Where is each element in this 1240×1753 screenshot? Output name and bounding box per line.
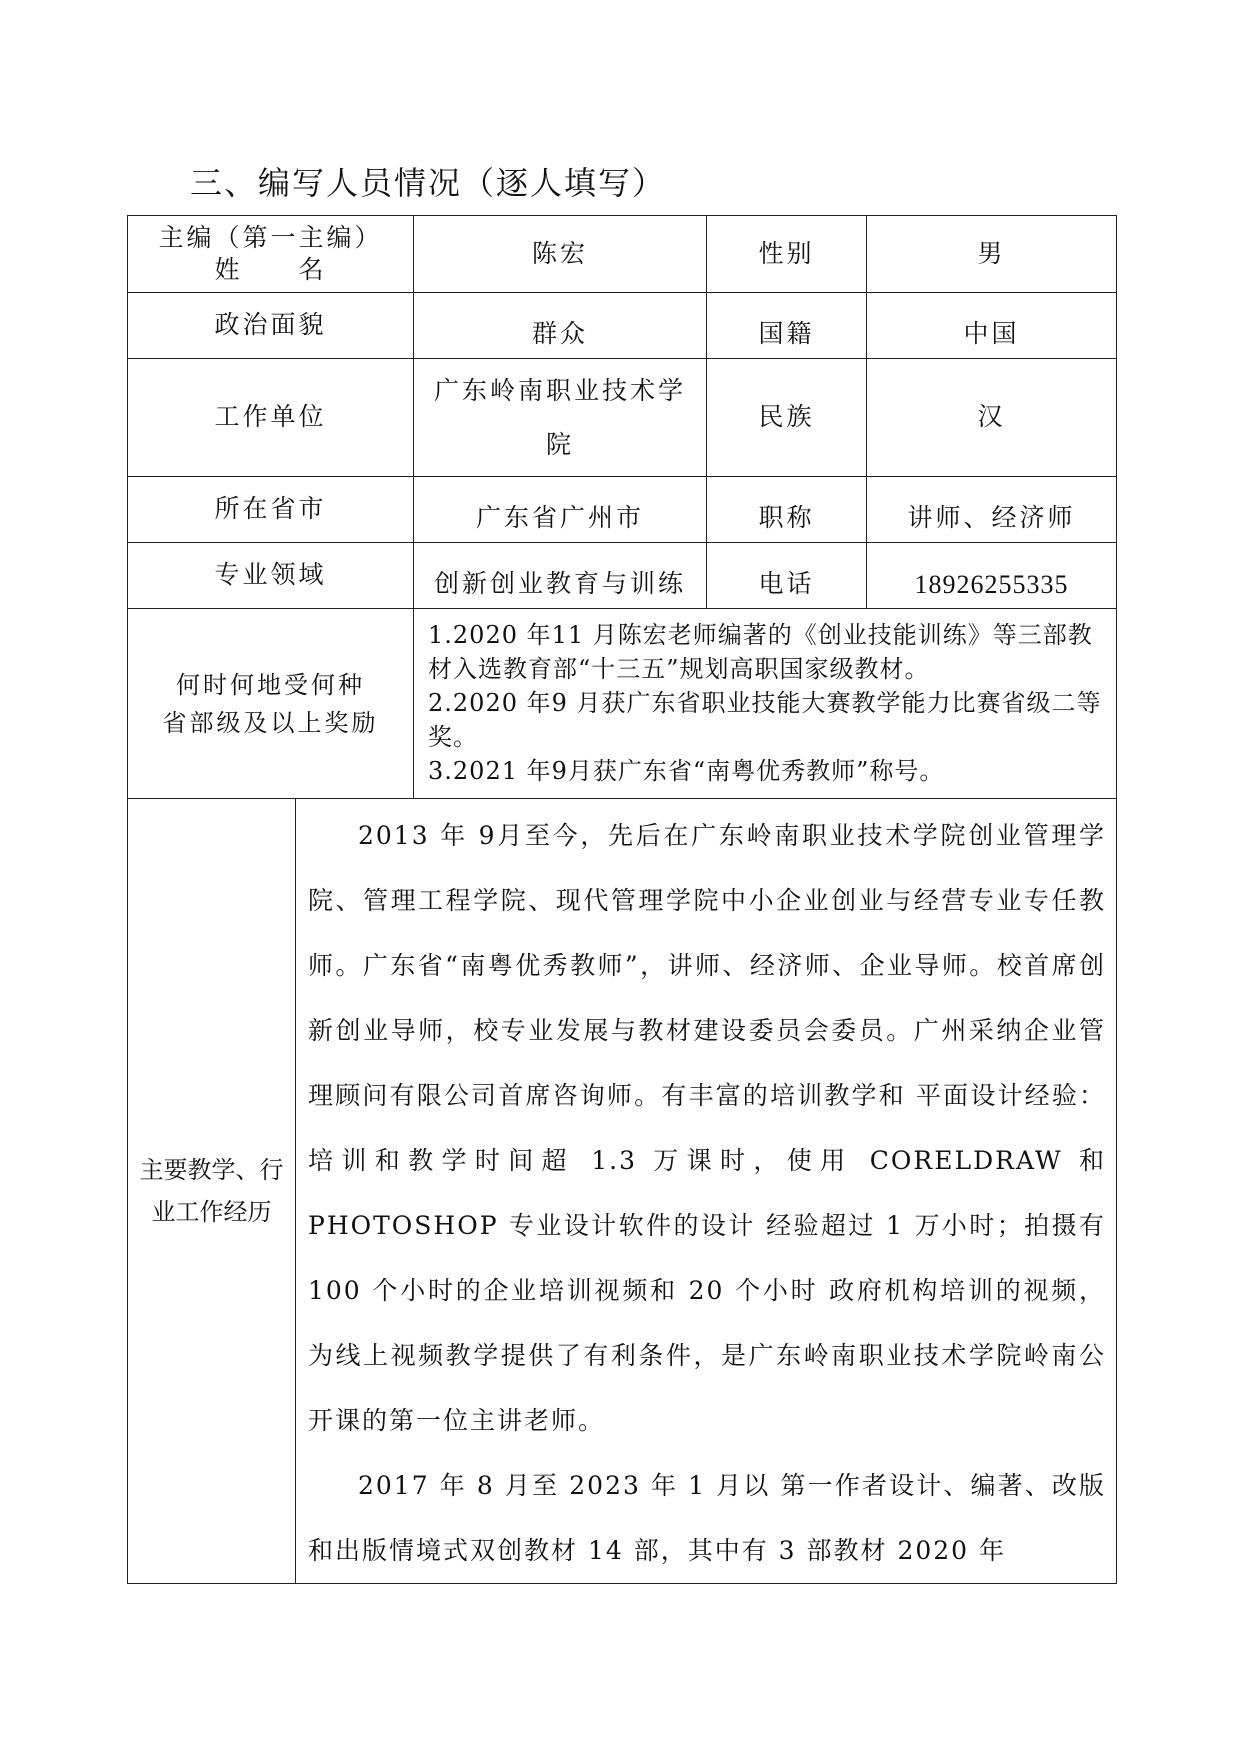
experience-value: [296, 799, 1117, 1584]
award-item: 3.2021 年9月获广东省“南粤优秀教师”称号。: [428, 756, 945, 785]
nationality-label: 国籍: [707, 293, 867, 359]
experience-paragraph: 2017 年 8 月至 2023 年 1 月以 第一作者设计、编著、改版和出版情境式双创教材 14 部，其中有 3 部教材 2020 年: [308, 1471, 1107, 1565]
gender-value: 男: [867, 216, 1117, 293]
political-label: 政治面貌: [128, 293, 414, 359]
field-value: 创新创业教育与训练: [414, 543, 707, 609]
award-item: 2.2020 年9 月获广东省职业技能大赛教学能力比赛省级二等奖。: [428, 688, 1102, 751]
awards-label-line1: 何时何地受何种: [176, 670, 365, 699]
section-title: 三、编写人员情况（逐人填写）: [190, 164, 667, 202]
ethnicity-label: 民族: [707, 359, 867, 477]
work-unit-label: 工作单位: [128, 359, 414, 477]
phone-label: 电话: [707, 543, 867, 609]
row-political: [128, 293, 1117, 359]
experience-label: [128, 799, 296, 1584]
ethnicity-value: 汉: [867, 359, 1117, 477]
political-value: 群众: [414, 293, 707, 359]
row-awards: [128, 609, 1117, 799]
experience-label-line1: 主要教学、行: [139, 1156, 284, 1184]
gender-label: 性别: [707, 216, 867, 293]
name-value: 陈宏: [414, 216, 707, 293]
field-label: 专业领域: [128, 543, 414, 609]
work-unit-line2: 院: [546, 429, 575, 459]
row-province: [128, 477, 1117, 543]
work-unit-value: [414, 359, 707, 477]
experience-label-line2: 业工作经历: [151, 1198, 272, 1226]
awards-label: [128, 609, 414, 799]
work-unit-line1: 广东岭南职业技术学: [434, 375, 687, 405]
row-field: [128, 543, 1117, 609]
experience-paragraph: 2013 年 9月至今，先后在广东岭南职业技术学院创业管理学院、管理工程学院、现代管理学院中小企业创业与经营专业专任教师。广东省“南粤优秀教师”，讲师、经济师、企业导师。校首席创新创业导师，校专业发展与教材建设委员会委员。广州采纳企业管理顾问有限公司首席咨询师。有丰富的培训教学和 平面设计经验：培训和教学时间超 1.3 万课时，使用 CORELDRAW 和 PHOTOSHOP 专业设计软件的设计 经验超过 1 万小时；拍摄有 100 个小时的企业培训视频和 20 个小时 政府机构培训的视频，为线上视频教学提供了有利条件，是广东岭南职业技术学院岭南公开课的第一位主讲老师。: [308, 821, 1107, 1435]
editor-label-line2: 姓 名: [214, 255, 327, 284]
nationality-value: 中国: [867, 293, 1117, 359]
row-work-unit: [128, 359, 1117, 477]
awards-value: [414, 609, 1117, 799]
editor-name-label: [128, 216, 414, 293]
row-experience: [128, 799, 1117, 1584]
title-label: 职称: [707, 477, 867, 543]
row-name: [128, 216, 1117, 293]
title-value: 讲师、经济师: [867, 477, 1117, 543]
phone-value: 18926255335: [867, 543, 1117, 609]
awards-label-line2: 省部级及以上奖励: [162, 708, 379, 737]
editor-info-table: [127, 215, 1117, 1584]
province-label: 所在省市: [128, 477, 414, 543]
award-item: 1.2020 年11 月陈宏老师编著的《创业技能训练》等三部教材入选教育部“十三五”规划高职国家级教材。: [428, 620, 1093, 683]
province-value: 广东省广州市: [414, 477, 707, 543]
editor-label-line1: 主编（第一主编）: [158, 222, 383, 252]
